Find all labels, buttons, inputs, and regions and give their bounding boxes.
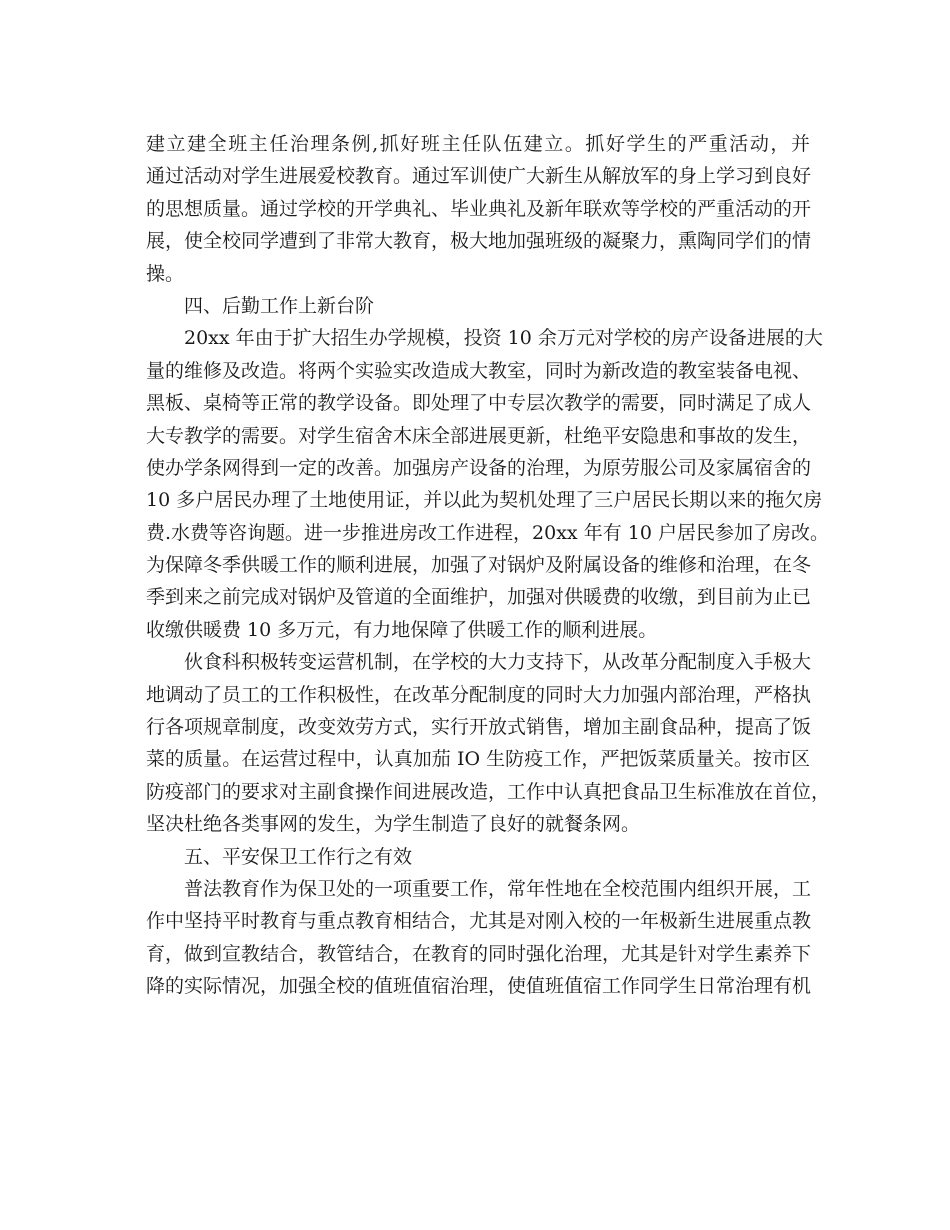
text-line: 20xx 年由于扩大招生办学规模，投资 10 余万元对学校的房产设备进展的大: [184, 327, 823, 350]
text-line: 通过活动对学生进展爱校教育。通过军训使广大新生从解放军的身上学习到良好: [146, 165, 812, 188]
text-line: 收缴供暖费 10 多万元，有力地保障了供暖工作的顺利进展。: [146, 618, 658, 641]
text-line: 季到来之前完成对锅炉及管道的全面维护，加强对供暖费的收缴，到目前为止已: [146, 586, 812, 609]
text-line: 费.水费等咨询题。进一步推进房改工作进程，20xx 年有 10 户居民参加了房改。: [146, 521, 829, 544]
text-line: 伙食科积极转变运营机制，在学校的大力支持下，从改革分配制度入手极大: [184, 651, 812, 674]
text-line: 展，使全校同学遭到了非常大教育，极大地加强班级的凝聚力，熏陶同学们的情: [146, 230, 812, 253]
text-line: 操。: [146, 262, 185, 285]
text-line: 育，做到宣教结合，教管结合，在教育的同时强化治理，尤其是针对学生素养下: [146, 942, 812, 965]
section-heading: 四、后勤工作上新台阶: [184, 294, 375, 317]
paragraph-catering: [146, 646, 831, 840]
text-line: 使办学条网得到一定的改善。加强房产设备的治理，为原劳服公司及家属宿舍的: [146, 456, 812, 479]
text-line: 建立建全班主任治理条例,抓好班主任队伍建立。抓好学生的严重活动，并: [146, 133, 810, 155]
section-heading-logistics: [146, 290, 810, 322]
text-line: 降的实际情况，加强全校的值班值宿治理，使值班值宿工作同学生日常治理有机: [146, 975, 812, 998]
text-line: 菜的质量。在运营过程中，认真加茄 IO 生防疫工作，严把饭菜质量关。按市区: [146, 748, 810, 771]
text-line: 行各项规章制度，改变效劳方式，实行开放式销售，增加主副食品种，提高了饭: [146, 716, 812, 739]
text-line: 坚决杜绝各类事网的发生，为学生制造了良好的就餐条网。: [146, 813, 641, 836]
text-line: 为保障冬季供暖工作的顺利进展，加强了对锅炉及附属设备的维修和治理，在冬: [146, 554, 812, 577]
paragraph-legal-education: [146, 873, 810, 1003]
section-heading: 五、平安保卫工作行之有效: [184, 845, 413, 868]
paragraph-logistics: [146, 322, 829, 646]
text-line: 10 多户居民办理了土地使用证，并以此为契机处理了三户居民长期以来的拖欠房: [146, 489, 823, 512]
text-line: 量的维修及改造。将两个实验实改造成大教室，同时为新改造的教室装备电视、: [146, 359, 812, 382]
text-line: 普法教育作为保卫处的一项重要工作，常年性地在全校范围内组织开展，工: [184, 877, 812, 900]
section-heading-security: [146, 841, 810, 873]
text-line: 黑板、桌椅等正常的教学设备。即处理了中专层次教学的需要，同时满足了成人: [146, 392, 812, 415]
text-line: 防疫部门的要求对主副食操作间进展改造，工作中认真把食品卫生标准放在首位，: [146, 780, 831, 803]
text-line: 作中坚持平时教育与重点教育相结合，尤其是对刚入校的一年极新生进展重点教: [146, 910, 812, 933]
text-line: 地调动了员工的工作积极性，在改革分配制度的同时大力加强内部治理，严格执: [146, 683, 812, 706]
paragraph-class-teacher-management: [146, 128, 810, 290]
document-body: [146, 128, 831, 1003]
text-line: 大专教学的需要。对学生宿舍木床全部进展更新，杜绝平安隐患和事故的发生，: [146, 424, 812, 447]
text-line: 的思想质量。通过学校的开学典礼、毕业典礼及新年联欢等学校的严重活动的开: [146, 197, 812, 220]
